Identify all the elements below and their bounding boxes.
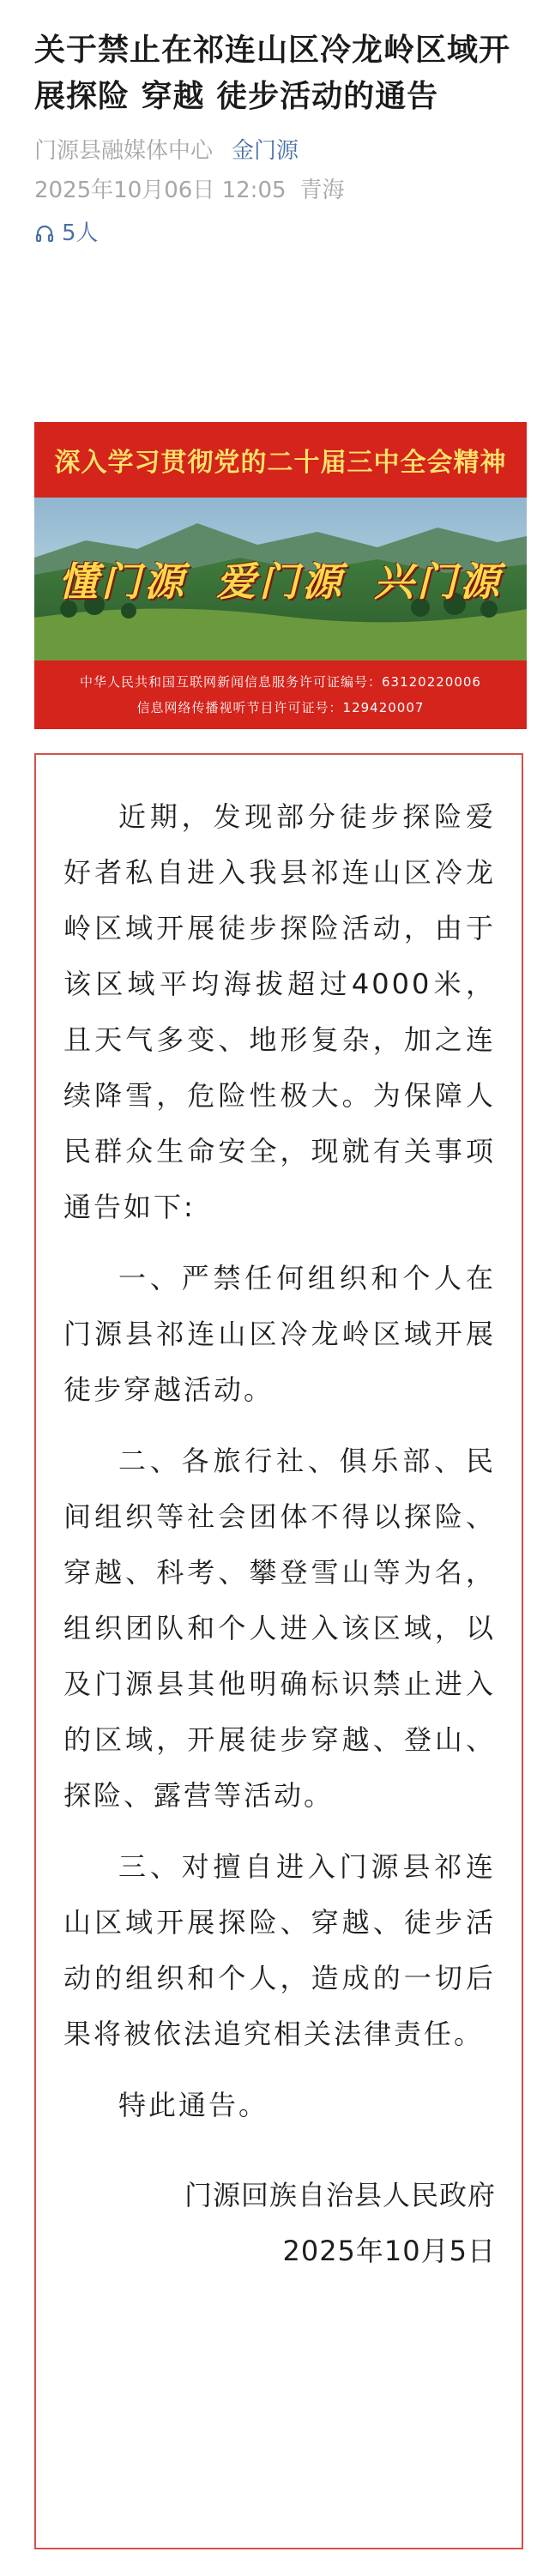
article-title: 关于禁止在祁连山区冷龙岭区域开展探险 穿越 徒步活动的通告 (34, 33, 511, 114)
banner-slogan: 懂门源 爱门源 兴门源 (57, 558, 504, 605)
notice-paragraph: 特此通告。 (118, 2089, 269, 2121)
banner-image (34, 422, 527, 729)
headphones-icon (34, 223, 55, 244)
issuer-name: 门源回族自治县人民政府 (184, 2179, 496, 2211)
article-header (0, 0, 549, 249)
notice-paragraph: 二、各旅行社、俱乐部、民间组织等社会团体不得以探险、穿越、科考、攀登雪山等为名，组织团队和个人进入该区域，以及门源县其他明确标识禁止进入的区域，开展徒步穿越、登山、探险、露营等活动。 (63, 1445, 496, 1812)
license-line-1: 中华人民共和国互联网新闻信息服务许可证编号：63120220006 (80, 674, 481, 690)
notice-paragraph: 近期，发现部分徒步探险爱好者私自进入我县祁连山区冷龙岭区域开展徒步探险活动，由于该区域平均海拔超过4000米，且天气多变、地形复杂，加之连续降雪，危险性极大。为保障人民群众生命安全，现就有关事项通告如下: (63, 800, 496, 1223)
notice-paragraph: 三、对擅自进入门源县祁连山区域开展探险、穿越、徒步活动的组织和个人，造成的一切后果将被依法追究相关法律责任。 (63, 1850, 496, 2050)
publish-location: 青海 (299, 178, 345, 203)
source-name[interactable]: 门源县融媒体中心 (34, 138, 214, 164)
publish-datetime: 2025年10月06日 12:05 (34, 178, 287, 203)
license-line-2: 信息网络传播视听节目许可证号：129420007 (136, 700, 425, 715)
issue-date: 2025年10月5日 (282, 2235, 496, 2267)
notice-paragraph: 一、严禁任何组织和个人在门源县祁连山区冷龙岭区域开展徒步穿越活动。 (63, 1262, 496, 1406)
listen-button[interactable] (34, 218, 515, 249)
author-link[interactable]: 金门源 (232, 138, 299, 164)
meta-source-row (34, 136, 515, 166)
banner-headline: 深入学习贯彻党的二十届三中全会精神 (54, 448, 507, 478)
listener-count: 5人 (62, 220, 99, 246)
notice-box (34, 753, 523, 2549)
notice-body (36, 755, 522, 2279)
meta-date-row (34, 175, 515, 206)
